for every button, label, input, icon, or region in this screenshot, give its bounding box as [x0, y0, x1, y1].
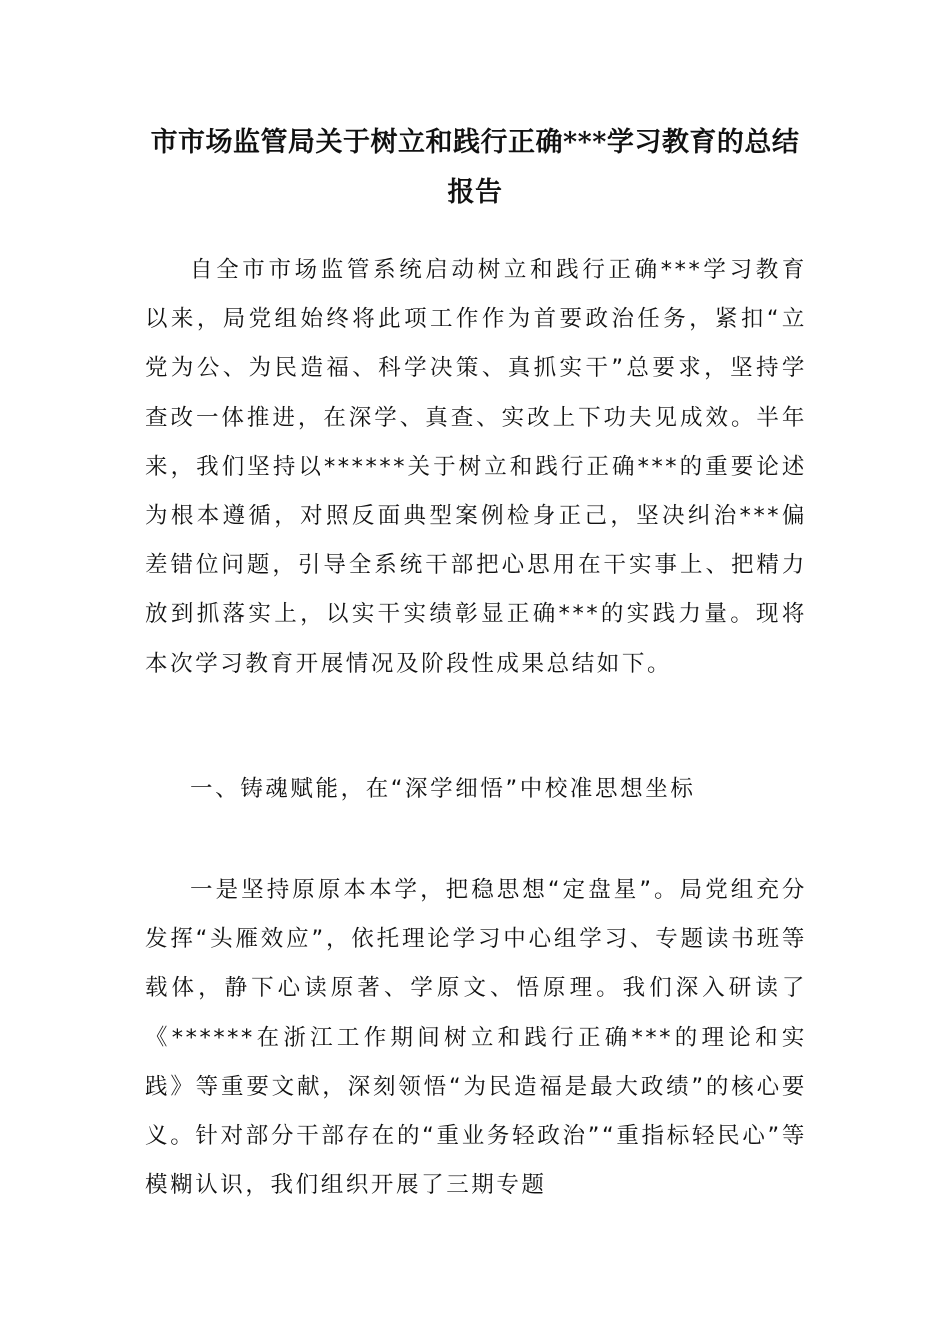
intro-paragraph: 自全市市场监管系统启动树立和践行正确***学习教育以来，局党组始终将此项工作作为首要政治任务，紧扣“立党为公、为民造福、科学决策、真抓实干”总要求，坚持学查改一体推进，在深学、真查、实改上下功夫见成效。半年来，我们坚持以******关于树立和践行正确***的重要论述为根本遵循，对照反面典型案例检身正己，坚决纠治***偏差错位问题，引导全系统干部把心思用在干实事上、把精力放到抓落实上，以实干实绩彰显正确***的实践力量。现将本次学习教育开展情况及阶段性成果总结如下。	[145, 257, 807, 677]
body-paragraph: 一是坚持原原本本学，把稳思想“定盘星”。局党组充分发挥“头雁效应”，依托理论学习中心组学习、专题读书班等载体，静下心读原著、学原文、悟原理。我们深入研读了《******在浙江工作期间树立和践行正确***的理论和实践》等重要文献，深刻领悟“为民造福是最大政绩”的核心要义。针对部分干部存在的“重业务轻政治”“重指标轻民心”等模糊认识，我们组织开展了三期专题	[145, 877, 807, 1199]
section-heading: 一、铸魂赋能，在“深学细悟”中校准思想坐标	[190, 776, 696, 802]
document-title: 市市场监管局关于树立和践行正确***学习教育的总结报告	[150, 127, 800, 208]
